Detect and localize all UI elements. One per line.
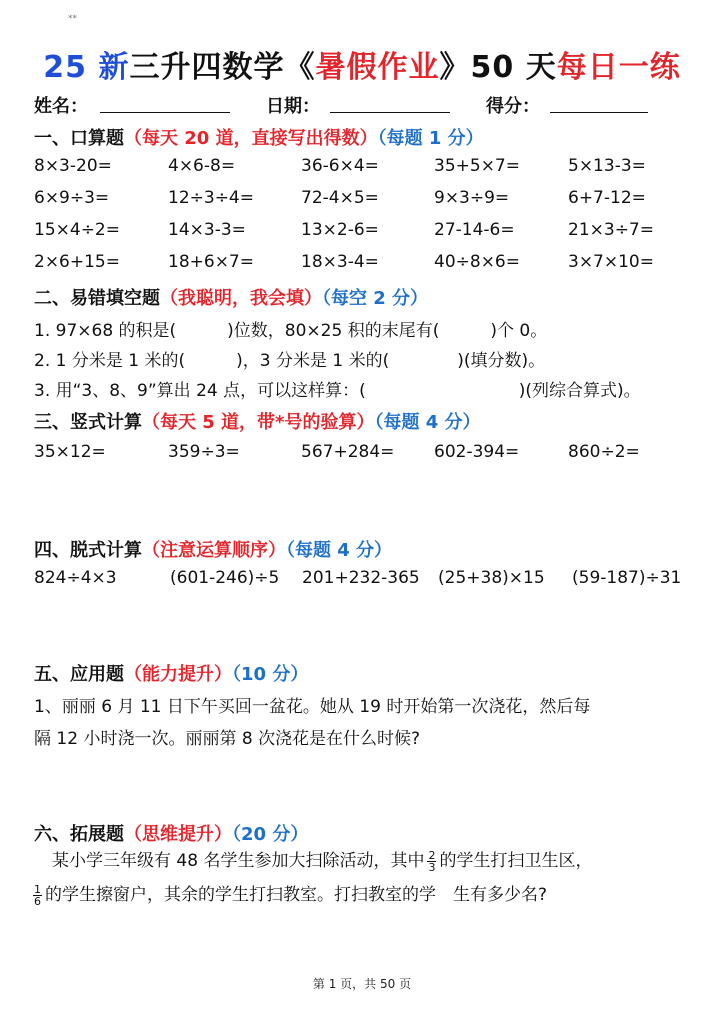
- section-oral-calc-heading: [34, 124, 484, 150]
- date-field[interactable]: [330, 112, 450, 113]
- title-daily: 每日一练: [556, 50, 681, 85]
- fraction-denominator: 3: [428, 860, 436, 874]
- fraction: [427, 850, 436, 873]
- oral-calc-item: 13×2-6=: [301, 220, 379, 240]
- section-title: 五、应用题: [34, 664, 124, 685]
- fraction-denominator: 6: [34, 894, 41, 908]
- step-calc-item: (25+38)×15: [438, 568, 545, 588]
- oral-calc-item: 6×9÷3=: [34, 188, 110, 208]
- section-title: 二、易错填空题: [34, 288, 160, 309]
- section-title: 四、脱式计算: [34, 540, 142, 561]
- step-calc-item: (601-246)÷5: [170, 568, 280, 588]
- section-title: 六、拓展题: [34, 824, 124, 845]
- section-title: 三、竖式计算: [34, 412, 142, 433]
- oral-calc-item: 18×3-4=: [301, 252, 379, 272]
- oral-calc-item: 72-4×5=: [301, 188, 379, 208]
- step-calc-item: 824÷4×3: [34, 568, 117, 588]
- section-word-problem-heading: [34, 660, 308, 686]
- oral-calc-item: 15×4÷2=: [34, 220, 120, 240]
- fraction-numerator: 2: [428, 848, 436, 862]
- title-highlight: 暑假作业: [315, 50, 440, 85]
- extension-text: 的学生打扫卫生区，: [439, 851, 593, 871]
- oral-calc-item: 3×7×10=: [568, 252, 654, 272]
- fill-blank-question: 3. 用“3、8、9”算出 24 点，可以这样算：( )(列综合算式)。: [34, 381, 641, 401]
- name-label: 姓名：: [34, 96, 88, 117]
- score-label: 得分：: [486, 96, 540, 117]
- score-field[interactable]: [550, 112, 648, 113]
- section-note: （注意运算顺序）: [142, 540, 286, 561]
- section-note: （能力提升）: [124, 664, 232, 685]
- oral-calc-item: 9×3÷9=: [434, 188, 510, 208]
- oral-calc-item: 27-14-6=: [434, 220, 515, 240]
- fraction: [33, 884, 42, 907]
- page-title: [0, 42, 724, 86]
- oral-calc-item: 14×3-3=: [168, 220, 246, 240]
- section-extension-heading: [34, 820, 308, 846]
- extension-problem-line: [30, 880, 547, 907]
- vertical-calc-item: 567+284=: [301, 442, 395, 462]
- title-prefix: 25 新: [43, 50, 130, 85]
- student-info-row: [34, 92, 694, 118]
- oral-calc-item: 36-6×4=: [301, 156, 379, 176]
- oral-calc-item: 21×3÷7=: [568, 220, 654, 240]
- section-vertical-calc-heading: [34, 408, 481, 434]
- title-grade: 三升四数学《: [129, 50, 316, 85]
- section-score: （每题 1 分）: [377, 128, 484, 149]
- fill-blank-question: 1. 97×68 的积是( )位数，80×25 积的末尾有( )个 0。: [34, 321, 548, 341]
- oral-calc-item: 5×13-3=: [568, 156, 646, 176]
- vertical-calc-item: 35×12=: [34, 442, 106, 462]
- fill-blank-question: 2. 1 分米是 1 米的( )，3 分米是 1 米的( )(填分数)。: [34, 351, 546, 371]
- oral-calc-item: 8×3-20=: [34, 156, 112, 176]
- section-fill-blank-heading: [34, 284, 428, 310]
- section-score: （每空 2 分）: [322, 288, 429, 309]
- oral-calc-item: 2×6+15=: [34, 252, 120, 272]
- section-note: （我聪明，我会填）: [160, 288, 322, 309]
- extension-text: 某小学三年级有 48 名学生参加大扫除活动，其中: [52, 851, 425, 871]
- section-score: （10 分）: [232, 664, 309, 685]
- oral-calc-item: 4×6-8=: [168, 156, 236, 176]
- section-step-calc-heading: [34, 536, 392, 562]
- section-score: （每题 4 分）: [286, 540, 393, 561]
- vertical-calc-item: 602-394=: [434, 442, 520, 462]
- step-calc-item: 201+232-365: [302, 568, 420, 588]
- vertical-calc-item: 860÷2=: [568, 442, 640, 462]
- word-problem-line: 隔 12 小时浇一次。丽丽第 8 次浇花是在什么时候?: [34, 729, 421, 749]
- date-label: 日期：: [266, 96, 320, 117]
- fraction-numerator: 1: [34, 882, 41, 896]
- title-days: 》50 天: [439, 50, 557, 85]
- corner-mark: **: [68, 14, 77, 24]
- oral-calc-item: 35+5×7=: [434, 156, 520, 176]
- extension-text: 的学生擦窗户，其余的学生打扫教室。打扫教室的学 生有多少名?: [45, 885, 548, 905]
- section-note: （每天 5 道，带*号的验算）: [142, 412, 375, 433]
- step-calc-item: (59-187)÷31: [572, 568, 682, 588]
- name-field[interactable]: [100, 112, 230, 113]
- oral-calc-item: 6+7-12=: [568, 188, 646, 208]
- section-note: （思维提升）: [124, 824, 232, 845]
- oral-calc-item: 18+6×7=: [168, 252, 254, 272]
- vertical-calc-item: 359÷3=: [168, 442, 240, 462]
- page-footer: 第 1 页，共 50 页: [312, 977, 412, 991]
- oral-calc-item: 40÷8×6=: [434, 252, 520, 272]
- oral-calc-item: 12÷3÷4=: [168, 188, 254, 208]
- word-problem-line: 1、丽丽 6 月 11 日下午买回一盆花。她从 19 时开始第一次浇花，然后每: [34, 697, 591, 717]
- section-note: （每天 20 道，直接写出得数）: [124, 128, 378, 149]
- section-score: （每题 4 分）: [374, 412, 481, 433]
- section-score: （20 分）: [232, 824, 309, 845]
- extension-problem-line: [52, 846, 592, 873]
- section-title: 一、口算题: [34, 128, 124, 149]
